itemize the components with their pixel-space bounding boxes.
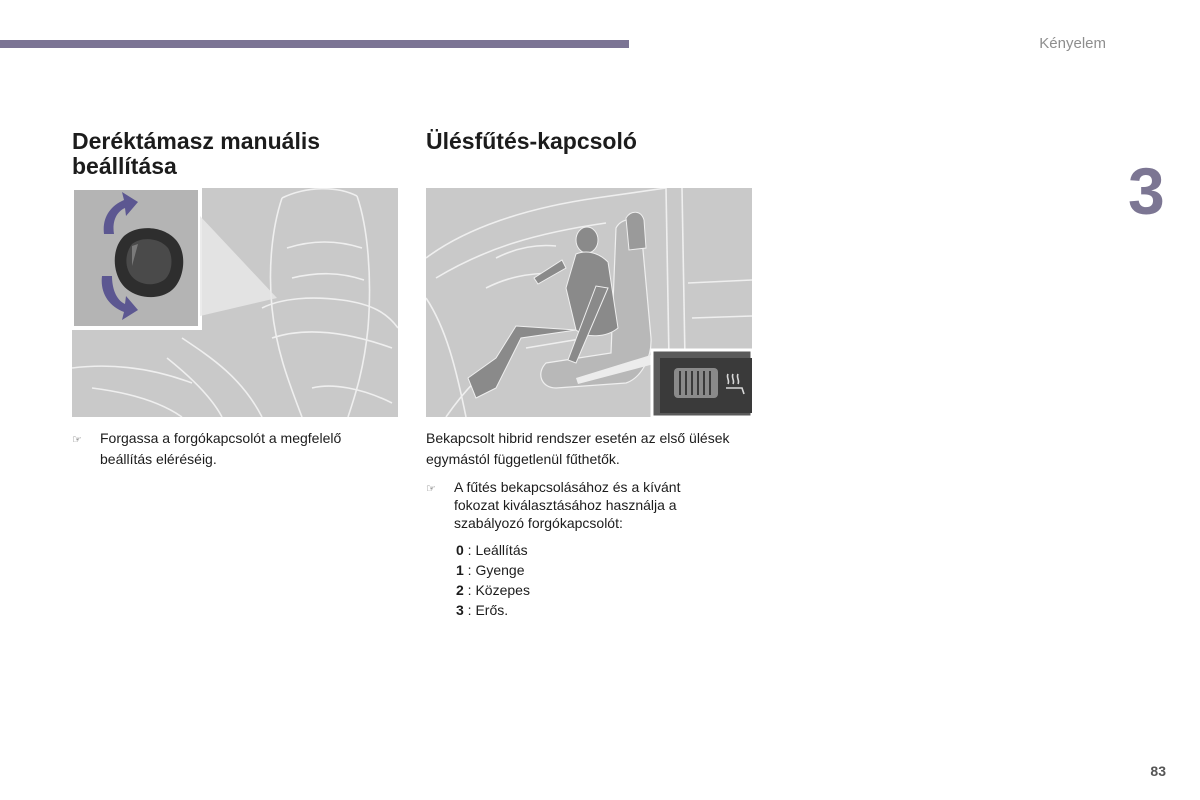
chapter-number: 3 <box>1128 154 1165 228</box>
heating-dial-icon <box>674 368 718 398</box>
lumbar-instruction-text: Forgassa a forgókapcsolót a megfelelő beállítás eléréséig. <box>100 430 342 467</box>
header-accent-bar <box>0 40 629 48</box>
seat-heating-intro: Bekapcsolt hibrid rendszer esetén az első ülések egymástól függetlenül fűthetők. <box>426 430 730 467</box>
heating-levels-list <box>456 540 716 620</box>
page-number: 83 <box>1150 763 1166 779</box>
seat-heating-instruction <box>426 478 726 532</box>
lumbar-support-illustration <box>72 188 398 417</box>
heating-level-item: 1 : Gyenge <box>456 562 525 578</box>
lumbar-support-heading: Deréktámasz manuális beállítása <box>72 128 321 179</box>
pen-bullet-icon: ☞ <box>72 434 82 446</box>
seat-heating-heading: Ülésfűtés-kapcsoló <box>426 128 637 154</box>
heating-level-item: 0 : Leállítás <box>456 542 528 558</box>
lumbar-instruction <box>72 428 392 470</box>
heating-level-item: 2 : Közepes <box>456 582 530 598</box>
lumbar-knob-icon <box>115 228 184 297</box>
pen-bullet-icon: ☞ <box>426 483 436 495</box>
seat-heating-illustration <box>426 188 752 417</box>
section-title: Kényelem <box>1039 35 1106 52</box>
seat-heating-instruction-text: A fűtés bekapcsolásához és a kívánt fokozat kiválasztásához használja a szabályozó forgókapcsolót: <box>454 479 681 531</box>
heating-level-item: 3 : Erős. <box>456 602 509 618</box>
